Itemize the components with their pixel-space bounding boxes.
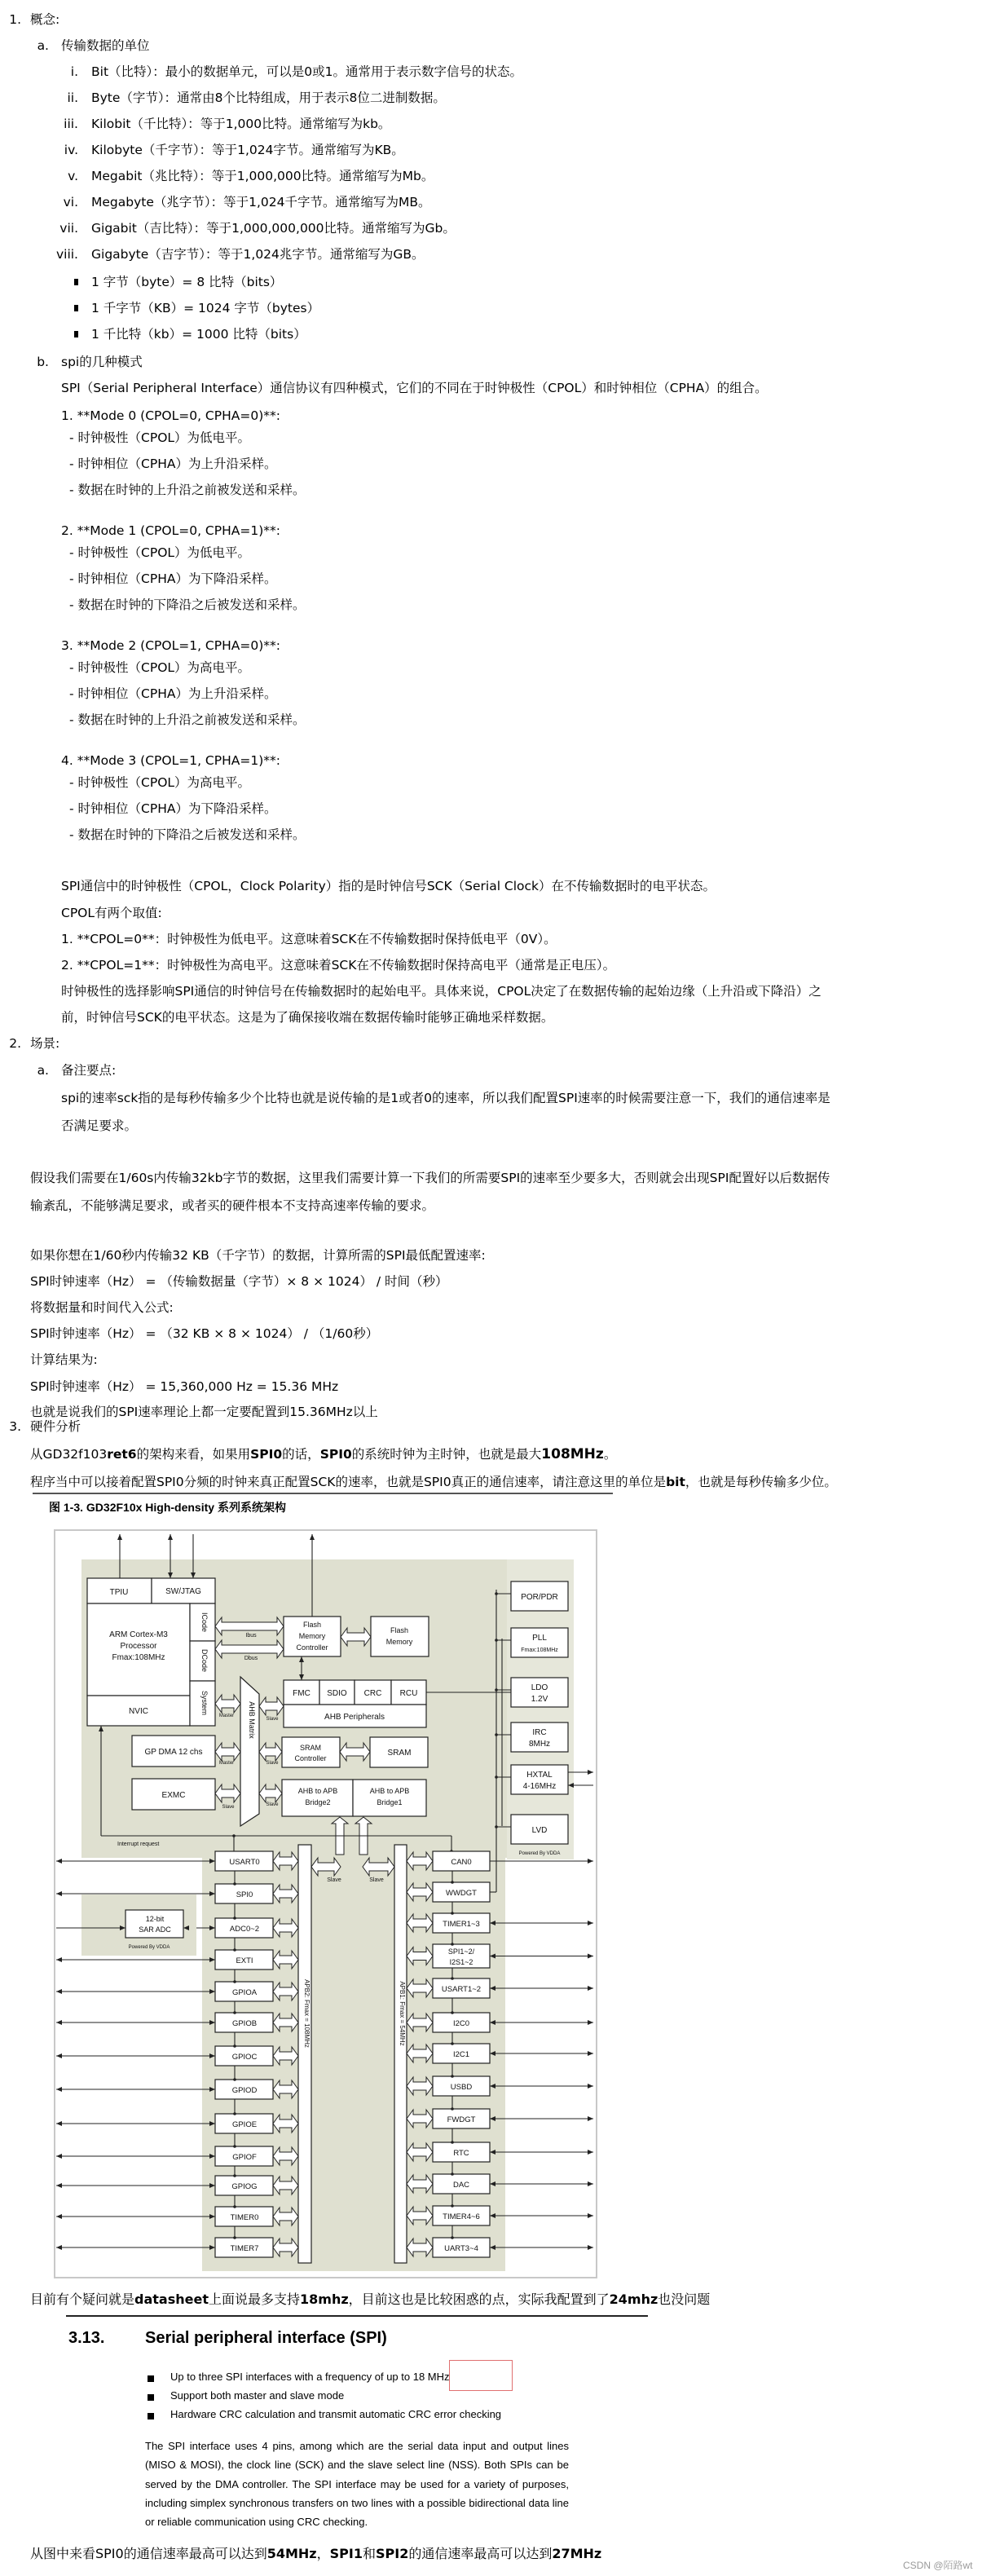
slave-label: Slave [222,1805,235,1810]
apb1-peripheral-label: TIMER1~3 [443,1920,480,1929]
junction-dot [451,1977,454,1980]
mode-heading: 3. **Mode 2 (CPOL=1, CPHA=0)**: [61,638,280,653]
subsection-heading: 传输数据的单位 [61,38,150,53]
paragraph: 前，时钟信号SCK的电平状态。这是为了确保接收端在数据传输时能够正确地采样数据。 [61,1010,554,1025]
text-bold: SPI2 [375,2546,409,2561]
calc-line: 如果你想在1/60秒内传输32 KB（千字节）的数据，计算所需的SPI最低配置速率: [30,1248,486,1263]
paragraph: 2. **CPOL=1**：时钟极性为高电平。这意味着SCK在不传输数据时保持高电平（通常是正电压）。 [61,958,616,973]
list-item: Megabit（兆比特）：等于1,000,000比特。通常缩写为Mb。 [91,169,434,183]
mode-detail: - 时钟极性（CPOL）为低电平。 [69,430,251,445]
bullet-square-icon [148,2375,154,2382]
datasheet-bullet: Support both master and slave mode [170,2389,345,2402]
apb1-peripheral-label: WWDGT [446,1889,477,1898]
apb2-peripheral-label: GPIOE [231,2120,258,2129]
apb2-peripheral-label: GPIOB [231,2019,258,2028]
sar-adc-label: 12-bit [145,1915,165,1923]
cpu-label: Processor [120,1642,157,1651]
list-item: Byte（字节）：通常由8个比特组成，用于表示8位二进制数据。 [91,90,446,105]
watermark: CSDN @陌路wt [903,2560,973,2571]
sram-label: SRAM [387,1749,412,1758]
paragraph: 假设我们需要在1/60s内传输32kb字节的数据，这里我们需要计算一下我们的所需要SPI的速率至少要多大，否则就会出现SPI配置好以后数据传 [30,1171,830,1185]
mode-detail: - 时钟极性（CPOL）为低电平。 [69,545,251,560]
text-bold: 24mhz [609,2291,658,2307]
junction-dot [451,1881,454,1884]
ahb-peripherals-label: AHB Peripherals [324,1713,385,1722]
text-bold: SPI0 [319,1447,352,1462]
junction-dot [495,1688,498,1692]
mode-detail: - 时钟相位（CPHA）为上升沿采样。 [69,457,277,471]
exmc-label: EXMC [161,1791,186,1800]
junction-dot [233,2174,236,2177]
paragraph: spi的速率sck指的是每秒传输多少个比特也就是说传输的是1或者0的速率，所以我们配置SPI速率的时候需要注意一下，我们的通信速率是 [61,1091,830,1105]
powered-by-vdda-label: Powered By VDDA [128,1945,170,1950]
list-number: 3. [9,1419,21,1434]
datasheet-bullet: Up to three SPI interfaces with a frequency of up to 18 MHz [170,2371,450,2383]
text-bold: ret6 [107,1447,137,1462]
apb1-peripheral-label: RTC [453,2149,469,2158]
list-item: 1 千比特（kb）= 1000 比特（bits） [91,327,306,342]
junction-dot [451,2236,454,2239]
text: 的系统时钟为主时钟，也就是最大 [351,1447,542,1462]
text: 的架构来看，如果用 [136,1447,251,1462]
mode-detail: - 时钟相位（CPHA）为下降沿采样。 [69,801,277,816]
master-label: Master [218,1761,235,1766]
junction-dot [451,2204,454,2208]
list-number: 2. [9,1036,21,1051]
ahb-matrix-label: AHB Matrix [248,1701,256,1739]
bullet-square-icon [74,279,78,285]
calc-line: SPI时钟速率（Hz） = （32 KB × 8 × 1024） / （1/60秒） [30,1326,379,1341]
flash-memory-label: Memory [385,1638,413,1646]
sram-controller-box [282,1737,340,1767]
separator-line [66,2315,648,2317]
text: ，也就是每秒传输多少位。 [685,1475,837,1489]
slave-label: Slave [266,1802,279,1807]
junction-dot [451,2107,454,2111]
mode-detail: - 数据在时钟的上升沿之前被发送和采样。 [69,483,306,497]
ahb-cell-label: FMC [293,1689,311,1698]
list-item: Kilobyte（千字节）：等于1,024字节。通常缩写为KB。 [91,143,404,157]
datasheet-bullet: Hardware CRC calculation and transmit automatic CRC error checking [170,2408,502,2420]
junction-dot [232,1834,236,1837]
list-number: 1. [9,12,21,27]
list-roman: vii. [59,221,78,236]
text: ，目前这也是比较困惑的点，实际我配置到了 [348,2291,610,2307]
text: 上面说最多支持 [208,2291,300,2307]
subsection-heading: spi的几种模式 [61,355,143,369]
sram-controller-label: Controller [294,1754,327,1762]
text-bold: datasheet [134,2291,209,2307]
section-heading: 概念: [30,12,60,27]
slave-label: Slave [369,1877,384,1883]
list-roman: v. [68,169,78,183]
apb1-peripheral-label: SPI1~2/ [447,1947,475,1956]
apb2-label: APB2: Fmax = 108MHz [303,1979,311,2048]
bridge2-label: Bridge2 [305,1798,331,1806]
flash-memory-box [371,1617,429,1656]
datasheet-section-title: Serial peripheral interface (SPI) [145,2329,387,2347]
apb1-peripheral-label: USART1~2 [441,1985,482,1994]
highlight-box [449,2360,513,2391]
interrupt-request-label: Interrupt request [117,1842,160,1847]
mode-detail: - 时钟相位（CPHA）为下降沿采样。 [69,571,277,586]
mode-detail: - 数据在时钟的下降沿之后被发送和采样。 [69,598,306,612]
list-letter: a. [37,1063,49,1078]
power-label: POR/PDR [521,1593,558,1602]
bridge2-label: AHB to APB [297,1787,338,1795]
slave-label: Slave [266,1717,279,1722]
slave-label: Slave [327,1877,341,1883]
sram-controller-label: SRAM [299,1744,322,1752]
bullet-square-icon [74,331,78,337]
junction-dot [451,2141,454,2144]
text: 。 [603,1447,617,1462]
nvic-label: NVIC [129,1707,148,1716]
flash-controller-label: Controller [296,1643,328,1652]
flash-controller-label: Memory [298,1632,326,1640]
apb1-peripheral-label: FWDGT [447,2115,476,2124]
apb1-peripheral-label: I2C1 [452,2050,470,2059]
junction-dot [451,2172,454,2176]
calc-line: SPI时钟速率（Hz） = 15,360,000 Hz = 15.36 MHz [30,1379,339,1394]
bullet-square-icon [148,2413,154,2419]
text: 目前有个疑问就是 [30,2291,135,2307]
junction-dot [495,1639,498,1642]
junction-dot [233,1882,236,1886]
text-bold: 18mhz [300,2291,349,2307]
mode-detail: - 时钟极性（CPOL）为高电平。 [69,775,251,790]
mode-detail: - 时钟极性（CPOL）为高电平。 [69,660,251,675]
ahb-matrix-shape [240,1677,259,1826]
power-label: 8MHz [528,1740,551,1749]
text: 的话， [282,1447,320,1462]
list-roman: ii. [67,90,78,105]
paragraph: 时钟极性的选择影响SPI通信的时钟信号在传输数据时的起始电平。具体来说，CPOL决定了在数据传输的起始边缘（上升沿或下降沿）之 [61,984,821,999]
junction-dot [451,2075,454,2078]
bullet-square-icon [148,2394,154,2401]
ahb-cell-label: CRC [363,1689,382,1698]
sar-adc-label: SAR ADC [139,1925,171,1934]
icode-label: ICode [200,1612,209,1633]
calc-line: SPI时钟速率（Hz） = （传输数据量（字节）× 8 × 1024） / 时间（秒） [30,1274,448,1289]
apb1-peripheral-label: I2S1~2 [449,1958,473,1966]
system-label: System [200,1690,209,1716]
mode-heading: 2. **Mode 1 (CPOL=0, CPHA=1)**: [61,523,280,538]
junction-dot [233,2205,236,2208]
apb1-peripheral-label: UART3~4 [444,2244,478,2253]
apb2-peripheral-label: ADC0~2 [229,1925,260,1934]
apb2-peripheral-label: SPI0 [236,1890,253,1899]
apb2-bar [298,1845,311,2263]
junction-dot [233,2044,236,2048]
section-heading: 硬件分析 [30,1419,81,1434]
junction-dot [233,1917,236,1920]
text: ， [316,2546,330,2561]
flash-controller-label: Flash [302,1621,322,1629]
calc-line: 将数据量和时间代入公式: [30,1300,174,1315]
apb1-peripheral-label: DAC [452,2181,470,2190]
list-roman: i. [70,64,78,79]
mode-heading: 4. **Mode 3 (CPOL=1, CPHA=1)**: [61,753,280,768]
junction-dot [451,2011,454,2014]
list-item: Bit（比特）：最小的数据单元，可以是0或1。通常用于表示数字信号的状态。 [91,64,522,79]
apb2-peripheral-label: TIMER0 [230,2213,259,2222]
slave-label: Slave [266,1761,279,1766]
list-item: 1 字节（byte）= 8 比特（bits） [91,275,283,289]
junction-dot [451,1943,454,1946]
tpiu-label: TPIU [109,1588,129,1597]
dbus-label: Dbus [244,1656,258,1661]
list-roman: iv. [64,143,78,157]
junction-dot [233,1948,236,1952]
section-heading: 场景: [30,1036,60,1051]
list-roman: viii. [55,247,78,262]
text: 从图中来看SPI0的通信速率最高可以达到 [30,2546,267,2561]
power-label: IRC [532,1728,547,1737]
junction-dot [233,2145,236,2148]
paragraph [30,2546,601,2562]
junction-dot [451,1912,454,1915]
junction-dot [233,1980,236,1983]
apb2-peripheral-label: GPIOD [231,2086,258,2095]
bridge1-label: Bridge1 [377,1798,403,1806]
paragraph: SPI（Serial Peripheral Interface）通信协议有四种模式，它们的不同在于时钟极性（CPOL）和时钟相位（CPHA）的组合。 [61,381,768,395]
datasheet-paragraph: The SPI interface uses 4 pins, among which are the serial data input and output lines (MISO & MOSI), the clock line (SCK) and the slave select line (NSS). Both SPIs can be served by the DMA controller. The SPI interface may be used for a variety of purposes, including simplex synchronous transfers on two lines with a possible bidirectional data line or reliable communication using CRC checking. [145,2440,569,2529]
mode-detail: - 数据在时钟的下降沿之后被发送和采样。 [69,827,306,842]
list-item: Gigabyte（吉字节）：等于1,024兆字节。通常缩写为GB。 [91,247,425,262]
power-label: PLL [532,1634,547,1643]
list-item: 1 千字节（KB）= 1024 字节（bytes） [91,301,320,315]
list-item: Megabyte（兆字节）：等于1,024千字节。通常缩写为MB。 [91,195,431,210]
figure-caption: 图 1-3. GD32F10x High-density 系列系统架构 [49,1501,286,1514]
apb2-peripheral-label: GPIOA [231,1988,258,1997]
power-label: LDO [531,1683,548,1692]
datasheet-section-number: 3.13. [68,2329,105,2347]
paragraph [30,2291,710,2308]
apb1-peripheral-label: TIMER4~6 [443,2212,480,2221]
cpu-label: Fmax:108MHz [112,1653,165,1662]
junction-dot [451,2042,454,2045]
mode-detail: - 时钟相位（CPHA）为上升沿采样。 [69,686,277,701]
text-bold: SPI1 [329,2546,363,2561]
master-label: Master [218,1714,235,1718]
text-bold: 27MHz [552,2546,602,2561]
junction-dot [233,2011,236,2014]
bridge1-label: AHB to APB [369,1787,410,1795]
text: 从GD32f103 [30,1447,108,1462]
apb2-peripheral-label: USART0 [229,1858,260,1867]
calc-line: 计算结果为: [30,1352,98,1367]
list-roman: iii. [64,117,78,131]
powered-by-vdda-label: Powered By VDDA [518,1851,561,1856]
paragraph: CPOL有两个取值: [61,906,162,920]
ahb-cell-label: RCU [399,1689,418,1698]
junction-dot [495,1592,498,1595]
gpdma-label: GP DMA 12 chs [144,1748,203,1757]
ahb-cell-label: SDIO [327,1689,347,1698]
paragraph: SPI通信中的时钟极性（CPOL，Clock Polarity）指的是时钟信号SCK（Serial Clock）在不传输数据时的电平状态。 [61,879,716,893]
text: 程序当中可以接着配置SPI0分频的时钟来真正配置SCK的速率，也就是SPI0真正的通信速率，请注意这里的单位是 [30,1475,667,1489]
swjtag-label: SW/JTAG [165,1587,201,1596]
dcode-label: DCode [200,1648,209,1673]
apb2-peripheral-label: GPIOF [232,2153,257,2162]
flash-memory-label: Flash [390,1626,409,1634]
paragraph: 输紊乱，不能够满足要求，或者买的硬件根本不支持高速率传输的要求。 [30,1198,435,1213]
power-label: Fmax:108MHz [521,1647,558,1653]
apb1-label: APB1: Fmax = 54MHz [399,1981,406,2046]
text: 和 [362,2546,376,2561]
bullet-square-icon [74,305,78,311]
junction-dot [233,2112,236,2115]
apb2-peripheral-label: GPIOC [231,2053,258,2062]
list-item: Kilobit（千比特）：等于1,000比特。通常缩写为kb。 [91,117,391,131]
ibus-label: Ibus [245,1633,257,1639]
text-bold: bit [666,1475,685,1489]
apb2-peripheral-label: GPIOG [231,2182,258,2191]
power-label: LVD [531,1826,548,1835]
text: 的通信速率最高可以达到 [408,2546,553,2561]
apb1-bar [394,1845,407,2263]
apb2-peripheral-label: TIMER7 [230,2244,259,2253]
text-bold: SPI0 [250,1447,283,1462]
apb1-peripheral-label: USBD [450,2083,473,2092]
power-label: 1.2V [531,1695,548,1704]
text-bold: 54MHz [266,2546,317,2561]
mode-heading: 1. **Mode 0 (CPOL=0, CPHA=0)**: [61,408,280,423]
mode-detail: - 数据在时钟的上升沿之前被发送和采样。 [69,712,306,727]
paragraph: 1. **CPOL=0**：时钟极性为低电平。这意味着SCK在不传输数据时保持低电平（0V）。 [61,932,557,946]
text: 也没问题 [658,2291,711,2307]
text-bold: 108MHz [541,1446,604,1462]
list-item: Gigabit（吉比特）：等于1,000,000,000比特。通常缩写为Gb。 [91,221,456,236]
junction-dot [233,2236,236,2239]
apb1-peripheral-label: CAN0 [451,1858,472,1867]
list-letter: b. [37,355,49,369]
paragraph: 否满足要求。 [61,1118,138,1133]
cpu-label: ARM Cortex-M3 [109,1630,168,1639]
power-label: HXTAL [526,1771,553,1780]
list-roman: vi. [63,195,78,210]
junction-dot [233,2078,236,2081]
apb2-peripheral-label: EXTI [236,1956,253,1965]
calc-line: 也就是说我们的SPI速率理论上都一定要配置到15.36MHz以上 [30,1405,378,1419]
list-letter: a. [37,38,49,53]
power-label: 4-16MHz [522,1782,557,1791]
apb1-peripheral-label: I2C0 [452,2019,470,2028]
subsection-heading: 备注要点: [61,1063,117,1078]
junction-dot [495,1775,498,1779]
junction-dot [495,1733,498,1736]
